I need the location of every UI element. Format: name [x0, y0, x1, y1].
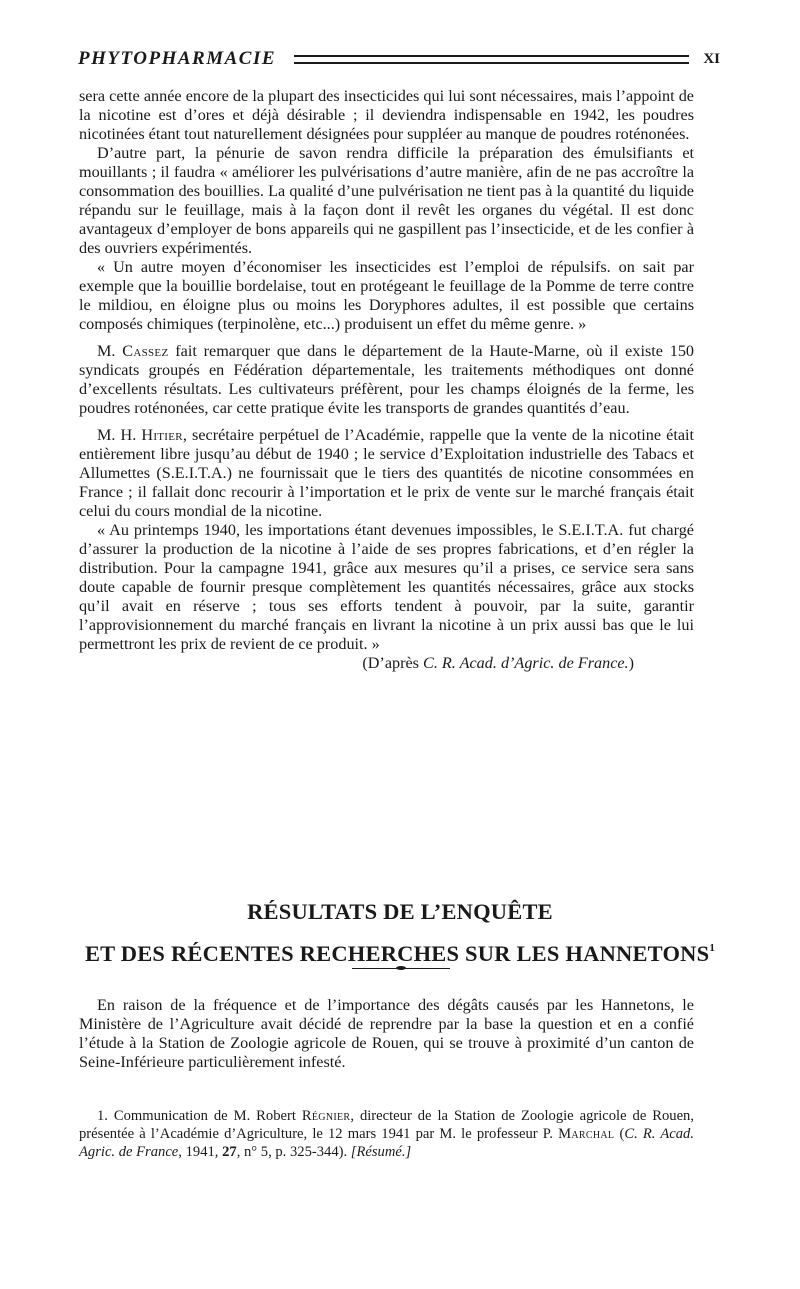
paragraph-printemps: « Au printemps 1940, les importations étant devenues impossibles, le S.E.I.T.A. fut chargé d’assurer la production de la nicotine à l’aide de ses propres fabrications, et d’en régler la distribution. Pour la campagne 1941, grâce aux mesures qu’il a prises, ce service sera sans doute capable de fournir presque complètement les quantités nécessaires, grâce aux stocks qu’il avait en réserve ; tous ses efforts tendent à pouvoir, par la suite, garantir l’approvisionnement du marché français en livrant la nicotine à un prix aussi bas que le lui permettront les prix de revient de ce produit. »: [79, 521, 694, 653]
speaker-hitier: Hitier: [141, 426, 183, 444]
paragraph-hitier: [79, 426, 694, 521]
speaker-cassez: Cassez: [122, 342, 169, 360]
source-close: ): [628, 654, 634, 672]
cassez-prefix: M.: [97, 342, 116, 360]
footnote-year: , 1941,: [178, 1143, 219, 1160]
hitier-text: , secrétaire perpétuel de l’Académie, rappelle que la vente de la nicotine était entièrement libre jusqu’au début de 1940 ; le service d’Exploitation industrielle des Tabacs et Allumettes (S.E.I.T.A.) ne fournissait que le tiers des quantités de nicotine consommées en France ; il fallait donc recourir à l’importation et le prix de vente sur le marché français était celui du cours mondial de la nicotine.: [79, 426, 695, 520]
paragraph-continuation: sera cette année encore de la plupart des insecticides qui lui sont nécessaires, mais l’appoint de la nicotine est d’ores et déjà désirable ; il deviendra indispensable en 1942, les poudres nicotinées étant tout naturellement désignées pour suppléer au manque de poudres roténonées.: [79, 87, 694, 143]
source-journal: C. R. Acad. d’Agric. de France.: [423, 654, 629, 672]
footnote-mark[interactable]: 1: [709, 942, 716, 954]
article-intro-paragraph: En raison de la fréquence et de l’importance des dégâts causés par les Hannetons, le Ministère de l’Agriculture avait décidé de reprendre par la base la question et en a confié l’étude à la Station de Zoologie agricole de Rouen, qui se trouve à proximité d’un canton de Seine-Inférieure particulièrement infesté.: [79, 996, 694, 1071]
source-citation: [79, 654, 694, 673]
article-title-line-2-text: ET DES RÉCENTES RECHERCHES SUR LES HANNETONS: [84, 941, 710, 966]
paragraph-savon: D’autre part, la pénurie de savon rendra difficile la préparation des émulsifiants et mouillants ; il faudra « améliorer les pulvérisations d’autre manière, afin de ne pas accroître la consommation des bouillies. La qualité d’une pulvérisation ne tient pas à la quantité du liquide répandu sur le feuillage, mais à la façon dont il revêt les organes du végétal. Il est donc avantageux d’employer de bons appareils qui ne gaspillent pas l’insecticide, et de les confier à des ouvriers expérimentés.: [79, 144, 694, 257]
footnote-number: 1.: [97, 1108, 108, 1124]
running-title: PHYTOPHARMACIE: [78, 48, 277, 69]
footnote-issue: , n° 5,: [236, 1143, 272, 1160]
footnote-volume: 27: [222, 1143, 237, 1160]
running-header: [78, 44, 720, 74]
footnote-pages: p. 325-344).: [275, 1143, 348, 1160]
paragraph-cassez: [79, 342, 694, 418]
footnote-journal: C. R. Acad. Agric. de France: [79, 1125, 694, 1160]
article-title: [60, 894, 740, 972]
hitier-prefix: M. H.: [97, 426, 137, 444]
footnote: [79, 1108, 694, 1161]
source-open: (D’après: [362, 654, 419, 672]
title-divider-rule: [352, 968, 450, 969]
article-title-line-1: RÉSULTATS DE L’ENQUÊTE: [247, 899, 553, 924]
footnote-text-a: Communication de M. Robert: [113, 1108, 296, 1124]
footnote-ref-open: (: [619, 1125, 625, 1142]
page-number: XI: [703, 50, 720, 67]
footnote-summary: [Résumé.]: [350, 1143, 412, 1160]
main-text: [79, 87, 694, 673]
footnote-author: Régnier: [301, 1108, 351, 1124]
footnote-text-b: , directeur de la Station de Zoologie agricole de Rouen, présentée à l’Académie d’Agriculture, le 12 mars 1941 par M. le professeur P.: [79, 1108, 695, 1142]
cassez-text: fait remarquer que dans le département de la Haute-Marne, où il existe 150 syndicats groupés en Fédération départementale, les traitements méthodiques ont donné d’excellents résultats. Les cultivateurs préfèrent, pour les champs éloignés de la ferme, les poudres roténonées, car cette pratique évite les transports de grandes quantités d’eau.: [79, 342, 695, 417]
footnote-presenter: Marchal: [558, 1125, 615, 1142]
paragraph-repulsifs: « Un autre moyen d’économiser les insecticides est l’emploi de répulsifs. on sait par exemple que la bouillie bordelaise, tout en protégeant le feuillage de la Pomme de terre contre le mildiou, en éloigne plus ou moins les Doryphores adultes, il est possible que certains composés chimiques (terpinolène, etc...) produisent un effet du même genre. »: [79, 258, 694, 333]
header-double-rule: [294, 55, 689, 64]
